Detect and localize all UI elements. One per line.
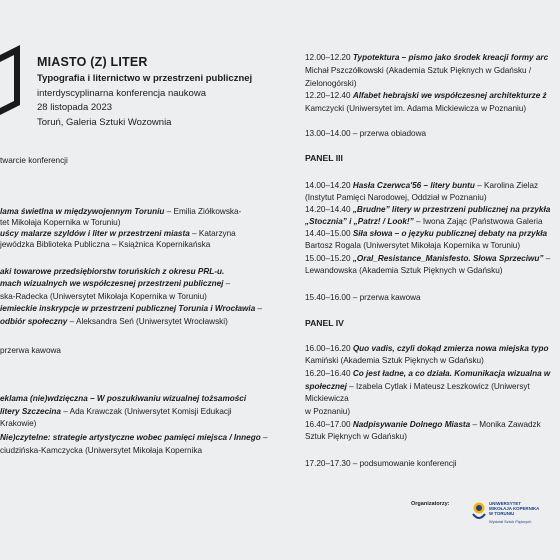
- talk-speaker: – Katarzyna: [189, 229, 236, 238]
- umk-emblem-icon: [471, 500, 487, 522]
- panel4-talk-3-affiliation: Sztuk Pięknych w Gdańsku): [305, 432, 407, 441]
- talk-time: 16.20–16.40: [305, 369, 353, 378]
- talk-title-cont: litery Szczecina: [0, 407, 61, 416]
- talk-title: lama świetlna w międzywojennym Toruniu: [0, 207, 165, 216]
- talk-time: 15.00–15.20: [305, 254, 353, 263]
- left-talk-5: [0, 393, 246, 404]
- panel4-talk-2-affiliation: Mickiewicza: [305, 394, 349, 403]
- panel3-talk-2-line2: [305, 216, 543, 227]
- right-talk-1: [305, 52, 548, 63]
- talk-title: Nie)czytelne: strategie artystyczne wobec pamięci miejsca / Innego: [0, 433, 261, 442]
- conference-logo-icon: [0, 45, 22, 115]
- right-talk-2: [305, 90, 547, 101]
- left-talk-6: Nie)czytelne: strategie artystyczne wobec pamięci miejsca / Innego –: [0, 433, 268, 442]
- talk-title: Hasła Czerwca'56 – litery buntu: [352, 181, 475, 190]
- panel3-talk-1: [305, 180, 538, 191]
- panel3-talk-4: 15.00–15.20 „Oral_Resistance_Manisfesto. Słowa Sprzeciwu” –: [305, 254, 551, 263]
- left-talk-2-affiliation: jewódzka Biblioteka Publiczna – Książnica Kopernikańska: [0, 240, 211, 249]
- panel4-talk-2-affiliation-cont: w Poznaniu): [305, 407, 351, 416]
- panel3-talk-3-speaker: Bartosz Rogala (Uniwersytet Mikołaja Kopernika w Toruniu): [305, 241, 521, 250]
- left-talk-1-affiliation: tet Mikołaja Kopernika w Toruniu): [0, 218, 121, 227]
- panel4-talk-3: [305, 419, 541, 430]
- conference-title: MIASTO (Z) LITER: [37, 55, 148, 69]
- left-talk-3: [0, 266, 224, 277]
- umk-name: UNIWERSYTET MIKOŁAJA KOPERNIKA W TORUNIU: [489, 501, 540, 517]
- conference-place: Toruń, Galeria Sztuki Wozownia: [37, 117, 172, 128]
- panel3-talk-2: [305, 204, 550, 215]
- talk-title: Typotektura – pismo jako środek kreacji formy arc: [352, 53, 549, 62]
- right-talk-1-affiliation: Zielonogórski): [305, 79, 357, 88]
- talk-title: „Brudne” litery w przestrzeni publicznej na przykła: [352, 205, 551, 214]
- left-talk-3-affiliation: ska-Radecka (Uniwersytet Mikołaja Kopernika w Toruniu): [0, 292, 207, 301]
- talk-time: 14.00–14.20: [305, 181, 353, 190]
- talk-title: Nadpisywanie Dolnego Miasta: [352, 420, 471, 429]
- talk-title: Alfabet hebrajski we współczesnej architekturze ż: [352, 91, 547, 100]
- talk-title: „Oral_Resistance_Manisfesto. Słowa Sprzeciwu”: [352, 254, 544, 263]
- talk-title: uścy malarze szyldów i liter w przestrzeni miasta: [0, 229, 190, 238]
- talk-time: 14.20–14.40: [305, 205, 353, 214]
- talk-time: 16.00–16.20: [305, 344, 353, 353]
- conference-subtitle: Typografia i liternictwo w przestrzeni publicznej: [37, 73, 253, 84]
- organizers-label: Organizatorzy:: [411, 501, 450, 507]
- panel4-talk-1: [305, 343, 548, 354]
- coffee-break-1: przerwa kawowa: [0, 346, 61, 355]
- talk-speaker: – Aleksandra Seń (Uniwersytet Wrocławski): [67, 317, 228, 326]
- left-talk-4-line2: [0, 316, 228, 327]
- talk-title: eklama (nie)wdzięczna – W poszukiwaniu wizualnej tożsamości: [0, 394, 247, 403]
- talk-title: aki towarowe przedsiębiorstw toruńskich z okresu PRL-u.: [0, 267, 225, 276]
- talk-title: iemieckie inskrypcje w przestrzeni publicznej Torunia i Wrocławia: [0, 304, 256, 313]
- talk-speaker: – Izabela Cytlak i Mateusz Leszkowicz (Uniwersyt: [346, 382, 530, 391]
- conference-date: 28 listopada 2023: [37, 102, 113, 113]
- talk-title-cont: mach wizualnych we współczesnej przestrzeni publicznej: [0, 279, 224, 288]
- left-talk-5-affiliation: Krakowie): [0, 419, 37, 428]
- talk-speaker: – Emilia Ziółkowska-: [164, 207, 242, 216]
- talk-speaker: – Iwona Zając (Państwowa Galeria: [413, 217, 543, 226]
- umk-faculty: Wydział Sztuk Pięknych: [489, 519, 532, 524]
- umk-logo: [471, 500, 551, 528]
- closing-summary: 17.20–17.30 – podsumowanie konferencji: [305, 459, 457, 468]
- talk-time: 16.40–17.00: [305, 420, 353, 429]
- talk-title: Siła słowa – o języku publicznej debaty na przykła: [352, 229, 548, 238]
- left-talk-4: iemieckie inskrypcje w przestrzeni publicznej Torunia i Wrocławia –: [0, 304, 263, 313]
- talk-title-cont: odbiór społeczny: [0, 317, 68, 326]
- lunch-break: 13.00–14.00 – przerwa obiadowa: [305, 129, 427, 138]
- conference-type: interdyscyplinarna konferencja naukowa: [37, 88, 206, 99]
- talk-speaker: – Karolina Zielaz: [474, 181, 539, 190]
- panel4-talk-1-speaker: Kamiński (Akademia Sztuk Pięknych w Gdańsku): [305, 356, 484, 365]
- left-talk-1: [0, 206, 241, 217]
- left-talk-2: [0, 228, 236, 239]
- left-talk-6-affiliation: ciudzińska-Kamczycka (Uniwersytet Mikołaja Kopernika: [0, 446, 203, 455]
- talk-time: 12.00–12.20: [305, 53, 353, 62]
- talk-title: Co jest ładne, a co działa. Komunikacja wizualna w: [352, 369, 551, 378]
- talk-speaker: – Monika Zawadzk: [470, 420, 541, 429]
- talk-speaker: – Ada Krawczak (Uniwersytet Komisji Edukacji: [60, 407, 232, 416]
- right-talk-1-speaker: Michał Pszczółkowski (Akademia Sztuk Pięknych w Gdańsku /: [305, 66, 532, 75]
- panel3-talk-3: [305, 228, 547, 239]
- panel3-talk-4-speaker: Lewandowska (Akademia Sztuk Pięknych w Gdańsku): [305, 266, 503, 275]
- coffee-break-2: 15.40–16.00 – przerwa kawowa: [305, 293, 421, 302]
- left-talk-3-line2: mach wizualnych we współczesnej przestrzeni publicznej –: [0, 279, 231, 288]
- talk-time: 14.40–15.00: [305, 229, 353, 238]
- left-talk-5-line2: [0, 406, 232, 417]
- talk-title-cont: „Stocznia” i „Patrz! / Look!”: [305, 217, 414, 226]
- opening-item: twarcie konferencji: [0, 156, 68, 165]
- panel-4-heading: PANEL IV: [305, 318, 344, 328]
- right-talk-2-speaker: Kamczycki (Uniwersytet im. Adama Mickiewicza w Poznaniu): [305, 104, 527, 113]
- talk-title-cont: społecznej: [305, 382, 347, 391]
- talk-title: Quo vadis, czyli dokąd zmierza nowa miejska typo: [352, 344, 549, 353]
- panel-3-heading: PANEL III: [305, 153, 343, 163]
- panel3-talk-1-affiliation: (Instytut Pamięci Narodowej, Oddział w Poznaniu): [305, 193, 487, 202]
- panel4-talk-2: [305, 368, 550, 379]
- talk-time: 12.20–12.40: [305, 91, 353, 100]
- panel4-talk-2-line2: [305, 381, 530, 392]
